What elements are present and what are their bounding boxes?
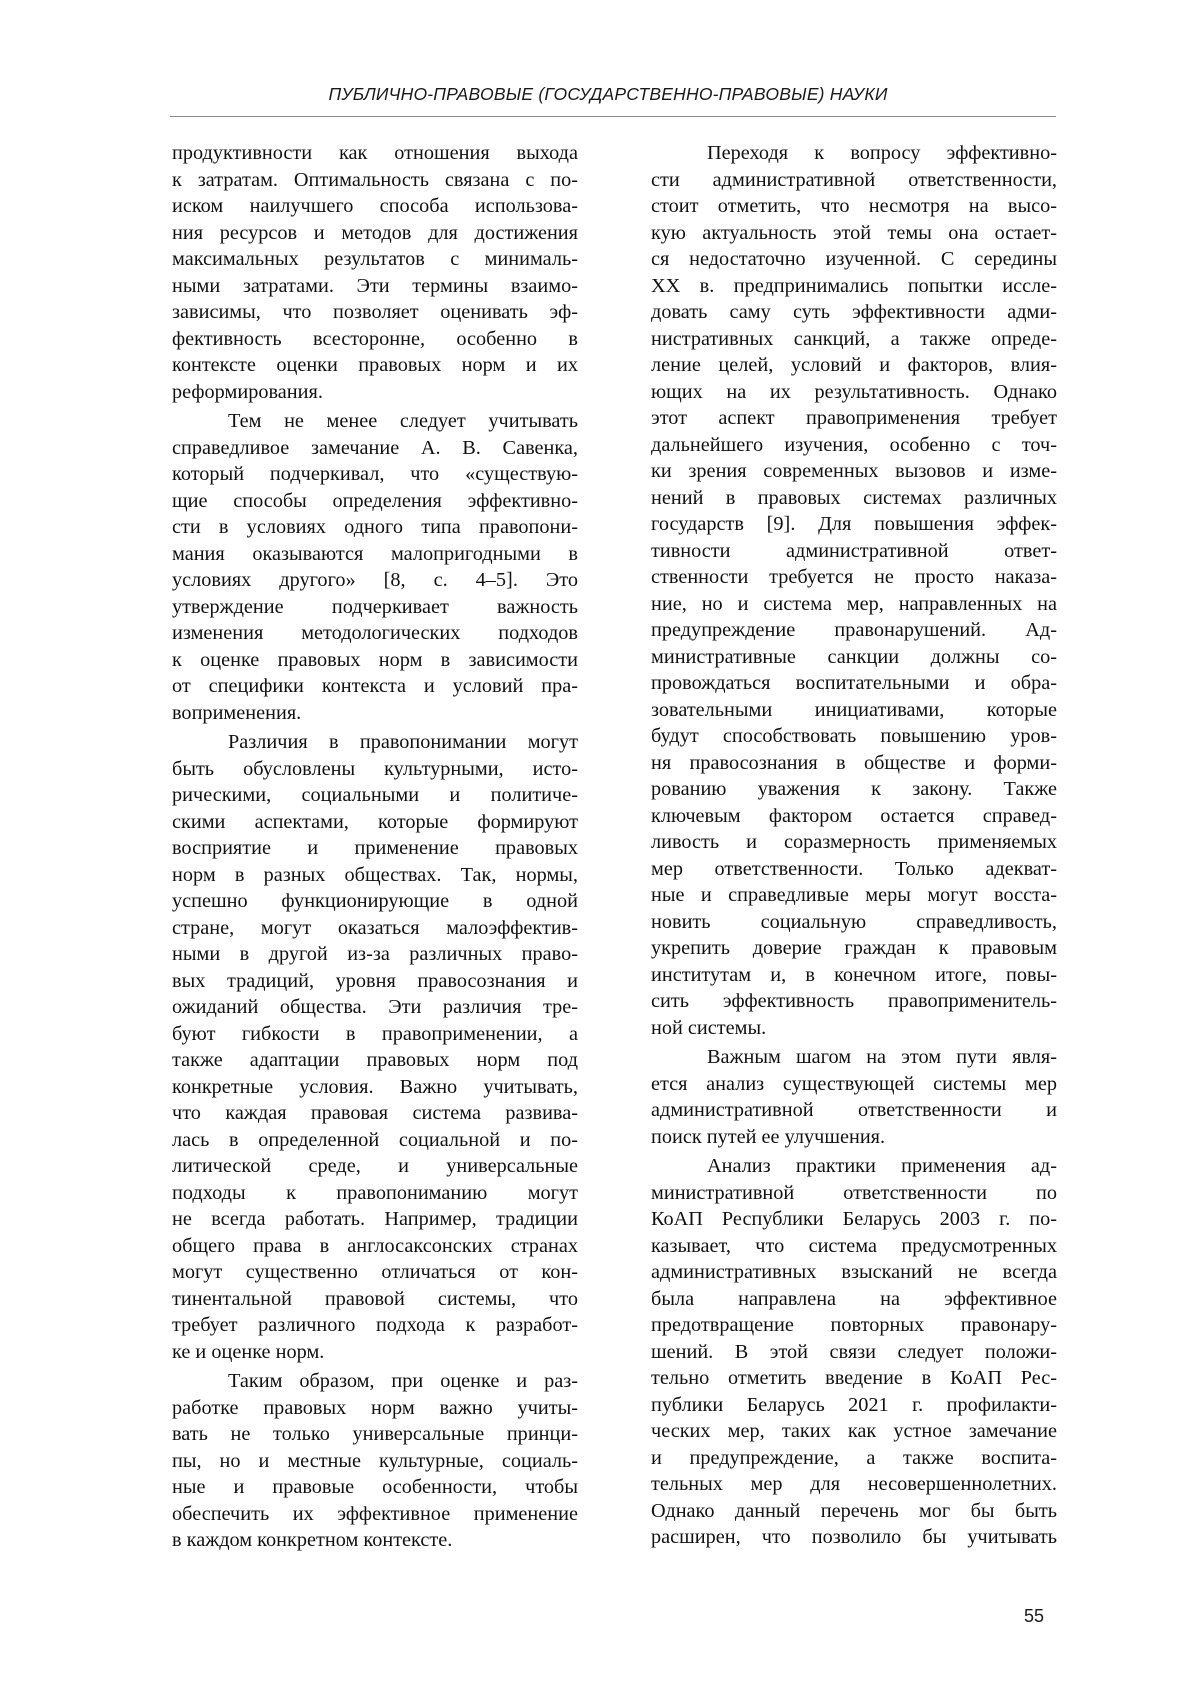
text-column-right bbox=[651, 140, 1057, 1551]
text-line: норм в разных обществах. Так, нормы, bbox=[172, 863, 578, 886]
text-line: фективность всесторонне, особенно в bbox=[172, 327, 578, 350]
text-line: успешно функционирующие в одной bbox=[172, 890, 578, 912]
paragraph bbox=[172, 1368, 578, 1554]
text-line: вать не только универсальные принци- bbox=[172, 1423, 578, 1445]
text-line: максимальных результатов с минималь- bbox=[172, 248, 578, 270]
text-line: была направлена на эффективное bbox=[651, 1287, 1057, 1310]
text-line: также адаптации правовых норм под bbox=[172, 1049, 578, 1071]
text-line: предупреждение правонарушений. Ад- bbox=[651, 619, 1057, 641]
text-line: ожиданий общества. Эти различия тре- bbox=[172, 996, 578, 1018]
text-line: поиск путей ее улучшения. bbox=[651, 1125, 886, 1148]
text-line: который подчеркивал, что «существую- bbox=[172, 463, 578, 485]
page-number: 55 bbox=[1024, 1606, 1045, 1626]
text-line: административных взысканий не всегда bbox=[651, 1261, 1057, 1283]
text-line: этот аспект правоприменения требует bbox=[651, 407, 1057, 429]
text-line: иском наилучшего способа использова- bbox=[172, 195, 578, 217]
text-line: сти административной ответственности, bbox=[651, 168, 1057, 191]
text-line: публики Беларусь 2021 г. профилакти- bbox=[651, 1393, 1057, 1416]
text-line: восприятие и применение правовых bbox=[172, 837, 578, 859]
text-line: мания оказываются малопригодными в bbox=[172, 542, 578, 565]
text-line: Однако данный перечень мог бы быть bbox=[651, 1499, 1057, 1522]
text-line: XX в. предпринимались попытки иссле- bbox=[651, 274, 1057, 297]
text-line: провождаться воспитательными и обра- bbox=[651, 672, 1057, 694]
text-line: ление целей, условий и факторов, влия- bbox=[651, 354, 1057, 376]
text-line: Различия в правопонимании могут bbox=[228, 731, 578, 753]
text-line: государств [9]. Для повышения эффек- bbox=[651, 513, 1057, 535]
text-line: утверждение подчеркивает важность bbox=[172, 595, 578, 618]
text-line: Тем не менее следует учитывать bbox=[228, 410, 578, 432]
text-line: требует различного подхода к разработ- bbox=[172, 1314, 578, 1336]
text-line: предотвращение повторных правонару- bbox=[651, 1314, 1057, 1336]
text-line: рованию уважения к закону. Также bbox=[651, 778, 1057, 800]
text-line: ными в другой из-за различных право- bbox=[172, 943, 578, 965]
text-line: скими аспектами, которые формируют bbox=[172, 810, 578, 833]
text-line: укрепить доверие граждан к правовым bbox=[651, 937, 1057, 959]
text-line: ке и оценке норм. bbox=[172, 1340, 325, 1363]
text-line: министративной ответственности по bbox=[651, 1181, 1057, 1204]
text-line: ливость и соразмерность применяемых bbox=[651, 831, 1057, 853]
text-line: расширен, что позволило бы учитывать bbox=[651, 1526, 1057, 1548]
text-line: конкретные условия. Важно учитывать, bbox=[172, 1075, 578, 1098]
text-line: ющих на их результативность. Однако bbox=[651, 380, 1057, 403]
text-line: стране, могут оказаться малоэффектив- bbox=[172, 916, 578, 939]
text-line: шений. В этой связи следует положи- bbox=[651, 1340, 1057, 1363]
text-line: ные и справедливые меры могут восста- bbox=[651, 884, 1057, 906]
text-line: министративные санкции должны со- bbox=[651, 645, 1057, 668]
text-line: литической среде, и универсальные bbox=[172, 1155, 578, 1177]
text-line: условиях другого» [8, с. 4–5]. Это bbox=[172, 569, 578, 591]
header-rule bbox=[170, 116, 1056, 117]
text-line: работке правовых норм важно учиты- bbox=[172, 1396, 578, 1419]
text-line: реформирования. bbox=[172, 380, 323, 403]
paragraph bbox=[651, 1153, 1057, 1551]
text-line: институтам и, в конечном итоге, повы- bbox=[651, 963, 1057, 986]
text-line: ется анализ существующей системы мер bbox=[651, 1072, 1057, 1095]
text-line: ния ресурсов и методов для достижения bbox=[172, 221, 578, 244]
text-line: ственности требуется не просто наказа- bbox=[651, 566, 1057, 588]
text-line: нистративных санкций, а также опреде- bbox=[651, 327, 1057, 350]
text-line: изменения методологических подходов bbox=[172, 622, 578, 644]
text-line: быть обусловлены культурными, исто- bbox=[172, 757, 578, 780]
text-line: ные и правовые особенности, чтобы bbox=[172, 1476, 578, 1498]
paragraph bbox=[172, 729, 578, 1365]
paragraph bbox=[651, 1044, 1057, 1150]
text-line: ся недостаточно изученной. С середины bbox=[651, 248, 1057, 270]
text-line: контексте оценки правовых норм и их bbox=[172, 354, 578, 376]
text-line: ными затратами. Эти термины взаимо- bbox=[172, 274, 578, 297]
text-line: ня правосознания в обществе и форми- bbox=[651, 751, 1057, 774]
text-line: и предупреждение, а также воспита- bbox=[651, 1446, 1057, 1469]
text-line: ние, но и система мер, направленных на bbox=[651, 592, 1057, 615]
text-line: общего права в англосаксонских странах bbox=[172, 1234, 578, 1257]
text-line: подходы к правопониманию могут bbox=[172, 1181, 578, 1204]
text-line: казывает, что система предусмотренных bbox=[651, 1234, 1057, 1257]
text-line: справедливое замечание А. В. Савенка, bbox=[172, 436, 578, 459]
text-line: вых традиций, уровня правосознания и bbox=[172, 969, 578, 992]
paragraph bbox=[172, 140, 578, 405]
text-line: зависимы, что позволяет оценивать эф- bbox=[172, 301, 578, 323]
text-line: зовательными инициативами, которые bbox=[651, 698, 1057, 721]
text-line: что каждая правовая система развива- bbox=[172, 1102, 578, 1124]
text-line: воприменения. bbox=[172, 701, 302, 724]
text-line: тивности административной ответ- bbox=[651, 539, 1057, 562]
paragraph bbox=[651, 140, 1057, 1041]
text-line: ключевым фактором остается справед- bbox=[651, 804, 1057, 827]
text-line: сить эффективность правоприменитель- bbox=[651, 990, 1057, 1012]
text-line: КоАП Республики Беларусь 2003 г. по- bbox=[651, 1208, 1057, 1230]
text-line: пы, но и местные культурные, социаль- bbox=[172, 1449, 578, 1472]
text-line: к оценке правовых норм в зависимости bbox=[172, 648, 578, 671]
text-line: административной ответственности и bbox=[651, 1099, 1057, 1121]
text-line: Таким образом, при оценке и раз- bbox=[228, 1370, 578, 1392]
text-line: рическими, социальными и политиче- bbox=[172, 784, 578, 806]
text-line: дальнейшего изучения, особенно с точ- bbox=[651, 433, 1057, 456]
text-line: Важным шагом на этом пути явля- bbox=[707, 1046, 1057, 1068]
text-line: не всегда работать. Например, традиции bbox=[172, 1208, 578, 1230]
text-line: буют гибкости в правоприменении, а bbox=[172, 1022, 578, 1045]
text-line: стоит отметить, что несмотря на высо- bbox=[651, 195, 1057, 217]
text-line: нений в правовых системах различных bbox=[651, 486, 1057, 509]
text-line: лась в определенной социальной и по- bbox=[172, 1128, 578, 1151]
text-line: тельно отметить введение в КоАП Рес- bbox=[651, 1367, 1057, 1389]
text-line: ной системы. bbox=[651, 1016, 767, 1039]
text-line: могут существенно отличаться от кон- bbox=[172, 1261, 578, 1283]
text-line: довать саму суть эффективности адми- bbox=[651, 301, 1057, 323]
text-line: мер ответственности. Только адекват- bbox=[651, 857, 1057, 880]
text-line: ки зрения современных вызовов и изме- bbox=[651, 460, 1057, 482]
text-line: к затратам. Оптимальность связана с по- bbox=[172, 168, 578, 191]
text-line: от специфики контекста и условий пра- bbox=[172, 675, 578, 697]
text-line: тельных мер для несовершеннолетних. bbox=[651, 1473, 1057, 1495]
text-line: новить социальную справедливость, bbox=[651, 910, 1057, 933]
text-line: Переходя к вопросу эффективно- bbox=[707, 142, 1057, 164]
text-column-left bbox=[172, 140, 578, 1554]
text-line: щие способы определения эффективно- bbox=[172, 489, 578, 512]
text-line: в каждом конкретном контексте. bbox=[172, 1529, 453, 1551]
text-line: обеспечить их эффективное применение bbox=[172, 1502, 578, 1525]
text-line: кую актуальность этой темы она остает- bbox=[651, 221, 1057, 244]
text-line: ческих мер, таких как устное замечание bbox=[651, 1420, 1057, 1442]
text-line: будут способствовать повышению уров- bbox=[651, 725, 1057, 747]
text-line: продуктивности как отношения выхода bbox=[172, 142, 578, 164]
running-header: ПУБЛИЧНО-ПРАВОВЫЕ (ГОСУДАРСТВЕННО-ПРАВОВЫЕ) НАУКИ bbox=[328, 84, 888, 104]
text-line: тинентальной правовой системы, что bbox=[172, 1287, 578, 1310]
paragraph bbox=[172, 408, 578, 726]
text-line: Анализ практики применения ад- bbox=[707, 1155, 1057, 1177]
text-line: сти в условиях одного типа правопони- bbox=[172, 516, 578, 538]
